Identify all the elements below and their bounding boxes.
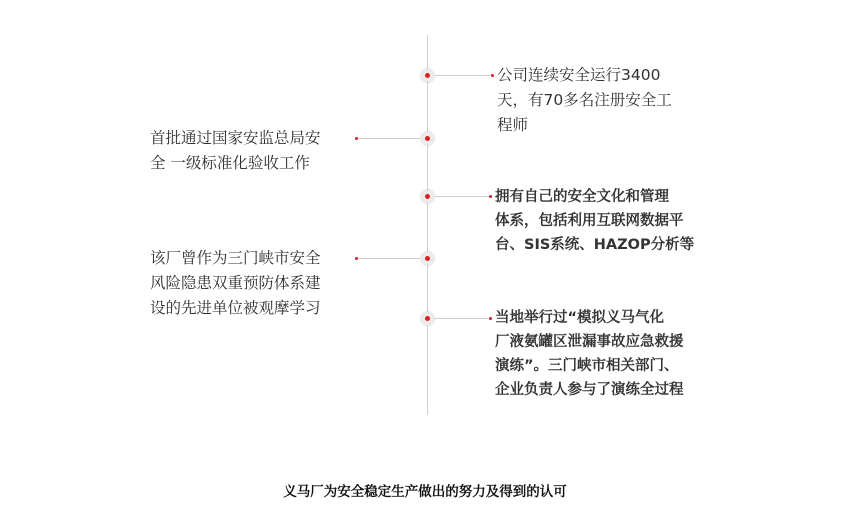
bullet-dot xyxy=(355,257,358,260)
timeline-node xyxy=(421,69,434,82)
bullet-dot xyxy=(489,317,492,320)
item-text-line: 公司连续安全运行3400 xyxy=(497,66,661,84)
timeline-item-right-3 xyxy=(495,306,684,402)
bullet-dot xyxy=(355,137,358,140)
item-text-line: 天，有70多名注册安全工 xyxy=(497,91,672,109)
item-text-line: 风险隐患双重预防体系建 xyxy=(150,274,321,292)
timeline-node xyxy=(421,252,434,265)
timeline-item-right-2 xyxy=(495,185,694,257)
timeline-node xyxy=(421,190,434,203)
timeline-axis xyxy=(427,35,428,415)
timeline-item-left-1 xyxy=(150,126,321,176)
bullet-dot xyxy=(489,195,492,198)
item-text-line: 台、SIS系统、HAZOP分析等 xyxy=(495,237,695,253)
item-text-line: 程师 xyxy=(497,116,529,134)
timeline-connector xyxy=(356,138,420,139)
item-text-line: 该厂曾作为三门峡市安全 xyxy=(150,249,321,267)
figure-caption: 义马厂为安全稳定生产做出的努力及得到的认可 xyxy=(283,484,567,500)
timeline-connector xyxy=(434,196,490,197)
timeline-node xyxy=(421,312,434,325)
item-text-line: 企业负责人参与了演练全过程 xyxy=(495,382,684,398)
timeline-connector xyxy=(434,75,492,76)
timeline-item-right-1 xyxy=(497,63,672,138)
item-text-line: 演练”。三门峡市相关部门、 xyxy=(495,358,679,374)
timeline-connector xyxy=(356,258,420,259)
item-text-line: 体系，包括利用互联网数据平 xyxy=(495,213,684,229)
item-text-line: 设的先进单位被观摩学习 xyxy=(150,299,321,317)
item-text-line: 拥有自己的安全文化和管理 xyxy=(495,189,669,205)
timeline-node xyxy=(421,132,434,145)
bullet-dot xyxy=(491,74,494,77)
timeline-connector xyxy=(434,318,490,319)
timeline-item-left-2 xyxy=(150,246,321,321)
item-text-line: 厂液氨罐区泄漏事故应急救援 xyxy=(495,334,684,350)
item-text-line: 首批通过国家安监总局安 xyxy=(150,129,321,147)
item-text-line: 当地举行过“模拟义马气化 xyxy=(495,310,665,326)
item-text-line: 全 一级标准化验收工作 xyxy=(150,154,310,172)
